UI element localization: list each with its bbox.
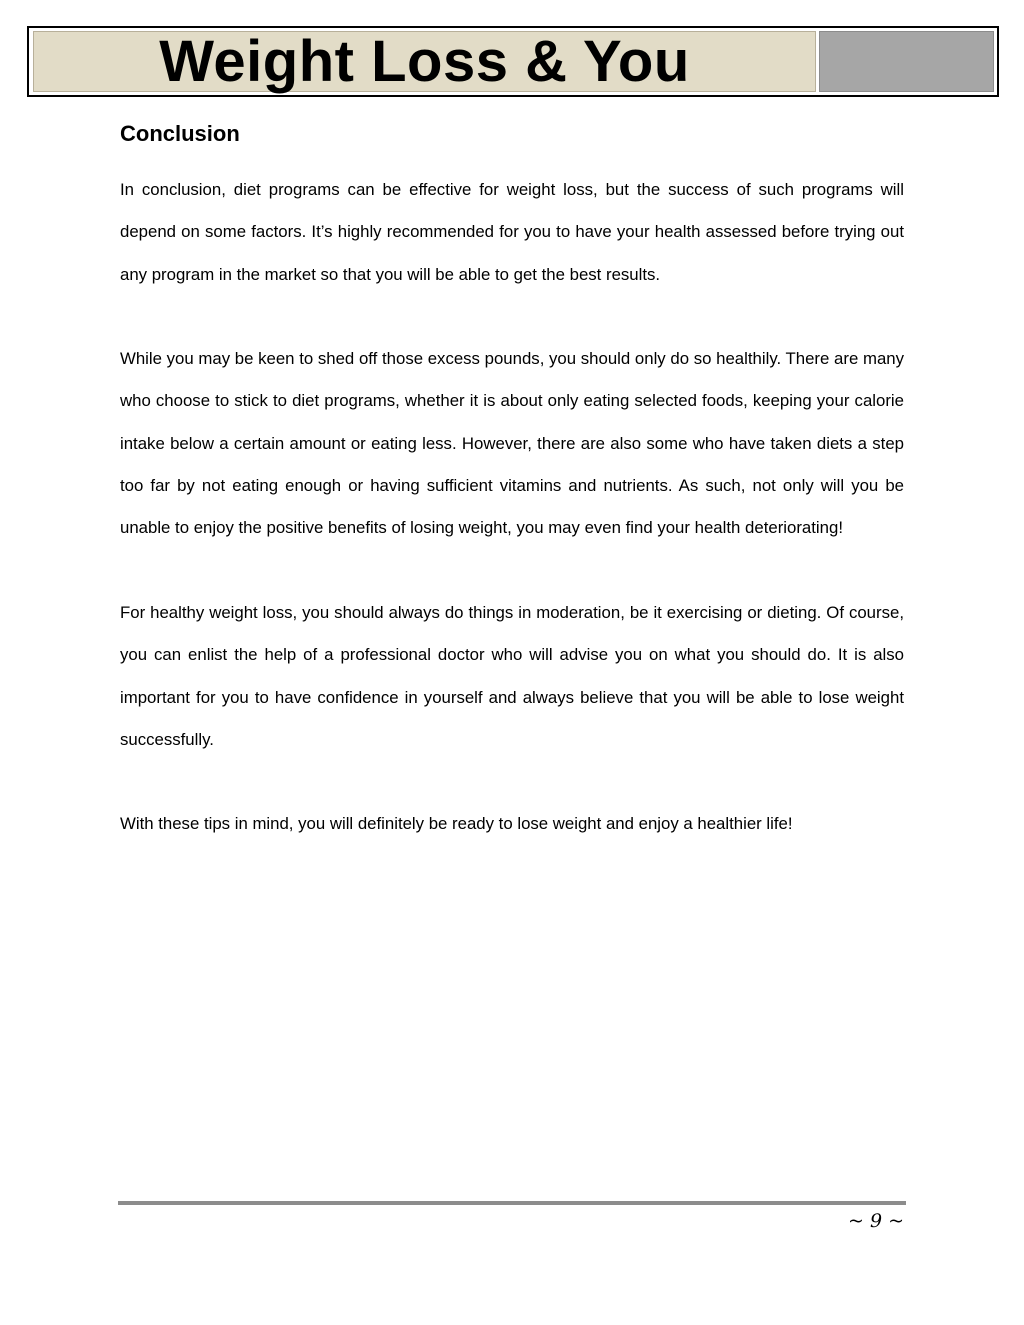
- page-number: ~ 9 ~: [847, 1210, 904, 1232]
- paragraph-healthy-dieting: While you may be keen to shed off those excess pounds, you should only do so healthily. There are many who choose to stick to diet programs, whether it is about only eating selected foods, keeping your calorie intake below a certain amount or eating less. However, there are also some who have taken diets a step too far by not eating enough or having sufficient vitamins and nutrients. As such, not only will you be unable to enjoy the positive benefits of losing weight, you may even find your health deteriorating!: [120, 349, 904, 538]
- page-header: [27, 26, 999, 97]
- page-title: Weight Loss & You: [159, 28, 690, 94]
- header-title-box: [33, 28, 816, 94]
- section-heading: Conclusion: [120, 121, 240, 146]
- document-body: [120, 118, 904, 888]
- header-accent-block: [819, 31, 994, 92]
- paragraph-closing: With these tips in mind, you will definitely be ready to lose weight and enjoy a healthier life!: [120, 814, 793, 834]
- paragraph-moderation: For healthy weight loss, you should always do things in moderation, be it exercising or dieting. Of course, you can enlist the help of a professional doctor who will advise you on what you should do. It is also important for you to have confidence in yourself and always believe that you will be able to lose weight successfully.: [120, 602, 904, 749]
- footer-divider: [118, 1201, 906, 1205]
- paragraph-intro: In conclusion, diet programs can be effective for weight loss, but the success of such programs will depend on some factors. It’s highly recommended for you to have your health assessed before trying out any program in the market so that you will be able to get the best results.: [120, 180, 904, 284]
